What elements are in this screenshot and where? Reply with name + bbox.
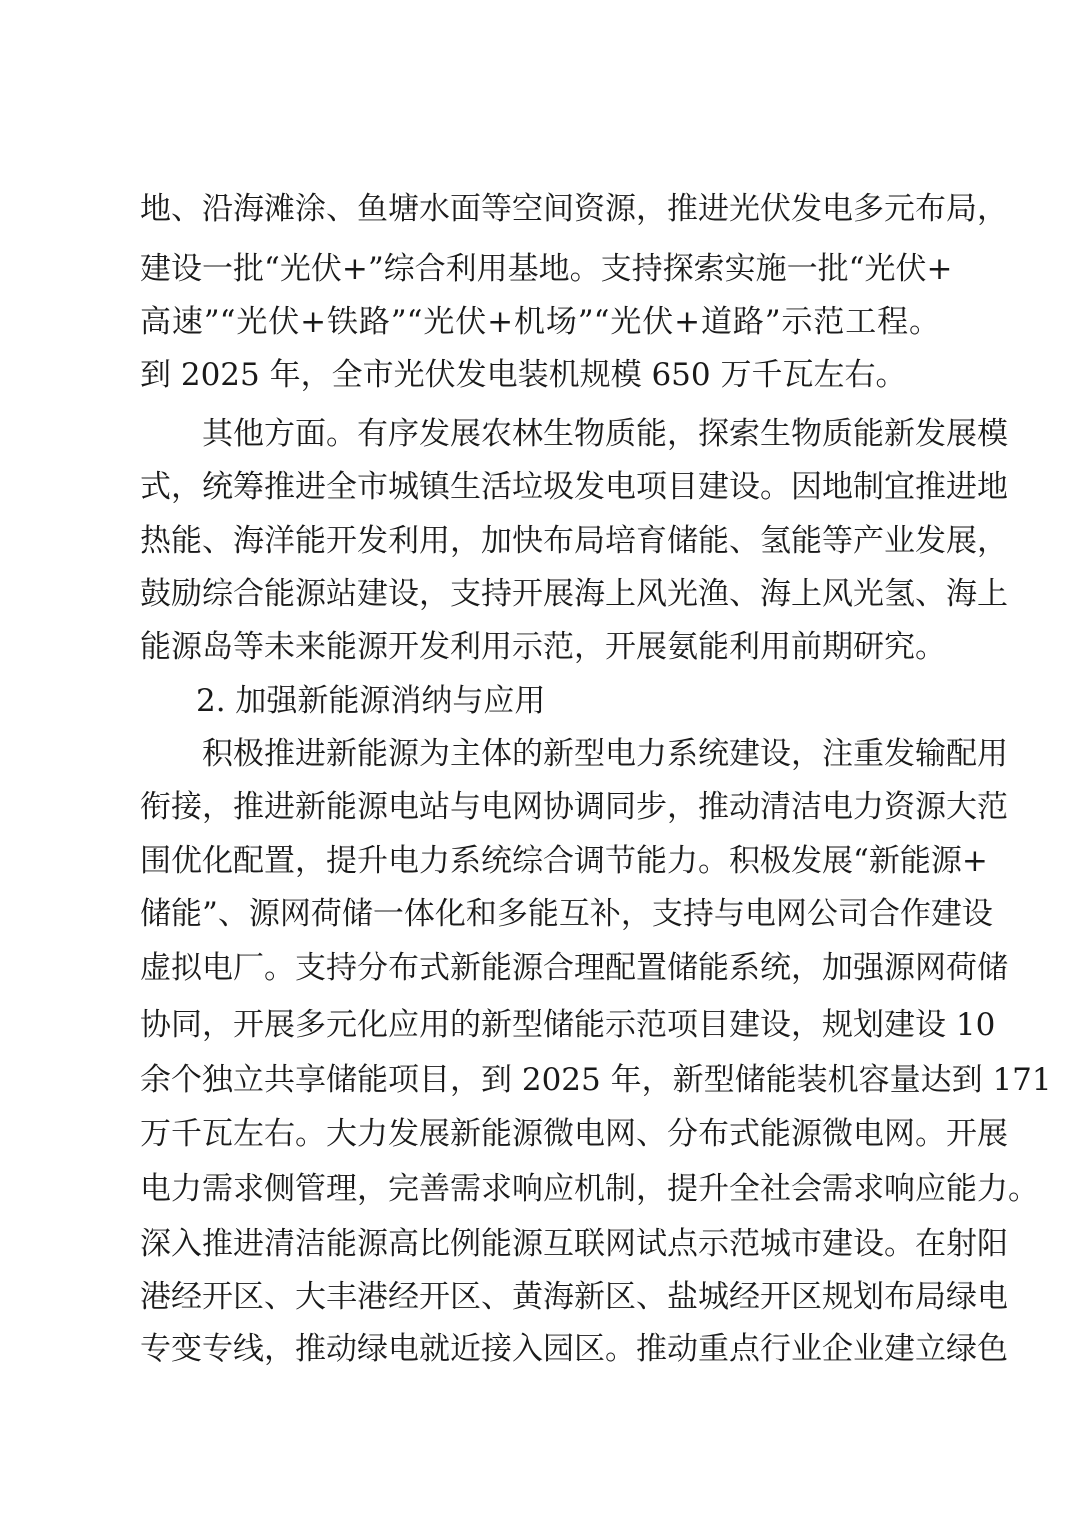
paragraph-3-line-4: 储能”、源网荷储一体化和多能互补，支持与电网公司合作建设 <box>140 896 993 932</box>
paragraph-1-line-4: 到 2025 年，全市光伏发电装机规模 650 万千瓦左右。 <box>140 357 907 393</box>
paragraph-3-line-5: 虚拟电厂。支持分布式新能源合理配置储能系统，加强源网荷储 <box>140 950 1008 986</box>
paragraph-1-line-3: 高速”“光伏+铁路”“光伏+机场”“光伏+道路”示范工程。 <box>140 304 940 340</box>
paragraph-2-line-5: 能源岛等未来能源开发利用示范，开展氨能利用前期研究。 <box>140 629 946 665</box>
paragraph-1-line-2: 建设一批“光伏+”综合利用基地。支持探索实施一批“光伏+ <box>140 251 953 287</box>
paragraph-2-line-4: 鼓励综合能源站建设，支持开展海上风光渔、海上风光氢、海上 <box>140 576 1008 612</box>
paragraph-2-line-3: 热能、海洋能开发利用，加快布局培育储能、氢能等产业发展， <box>140 523 1008 559</box>
paragraph-3-line-7: 余个独立共享储能项目，到 2025 年，新型储能装机容量达到 171 <box>140 1062 1052 1098</box>
paragraph-3-line-8: 万千瓦左右。大力发展新能源微电网、分布式能源微电网。开展 <box>140 1116 1008 1152</box>
paragraph-3-line-10: 深入推进清洁能源高比例能源互联网试点示范城市建设。在射阳 <box>140 1226 1008 1262</box>
paragraph-3-line-11: 港经开区、大丰港经开区、黄海新区、盐城经开区规划布局绿电 <box>140 1279 1008 1315</box>
paragraph-2-line-2: 式，统筹推进全市城镇生活垃圾发电项目建设。因地制宜推进地 <box>140 469 1008 505</box>
paragraph-3-line-3: 围优化配置，提升电力系统综合调节能力。积极发展“新能源+ <box>140 843 988 879</box>
paragraph-3-line-2: 衔接，推进新能源电站与电网协调同步，推动清洁电力资源大范 <box>140 789 1008 825</box>
paragraph-3-line-1: 积极推进新能源为主体的新型电力系统建设，注重发输配用 <box>202 736 1008 772</box>
section-heading: 2. 加强新能源消纳与应用 <box>196 683 546 719</box>
paragraph-2-line-1: 其他方面。有序发展农林生物质能，探索生物质能新发展模 <box>202 416 1008 452</box>
paragraph-3-line-6: 协同，开展多元化应用的新型储能示范项目建设，规划建设 10 <box>140 1007 996 1043</box>
paragraph-1-line-1: 地、沿海滩涂、鱼塘水面等空间资源，推进光伏发电多元布局， <box>140 191 1008 227</box>
paragraph-3-line-12: 专变专线，推动绿电就近接入园区。推动重点行业企业建立绿色 <box>140 1331 1008 1367</box>
paragraph-3-line-9: 电力需求侧管理，完善需求响应机制，提升全社会需求响应能力。 <box>140 1171 1039 1207</box>
